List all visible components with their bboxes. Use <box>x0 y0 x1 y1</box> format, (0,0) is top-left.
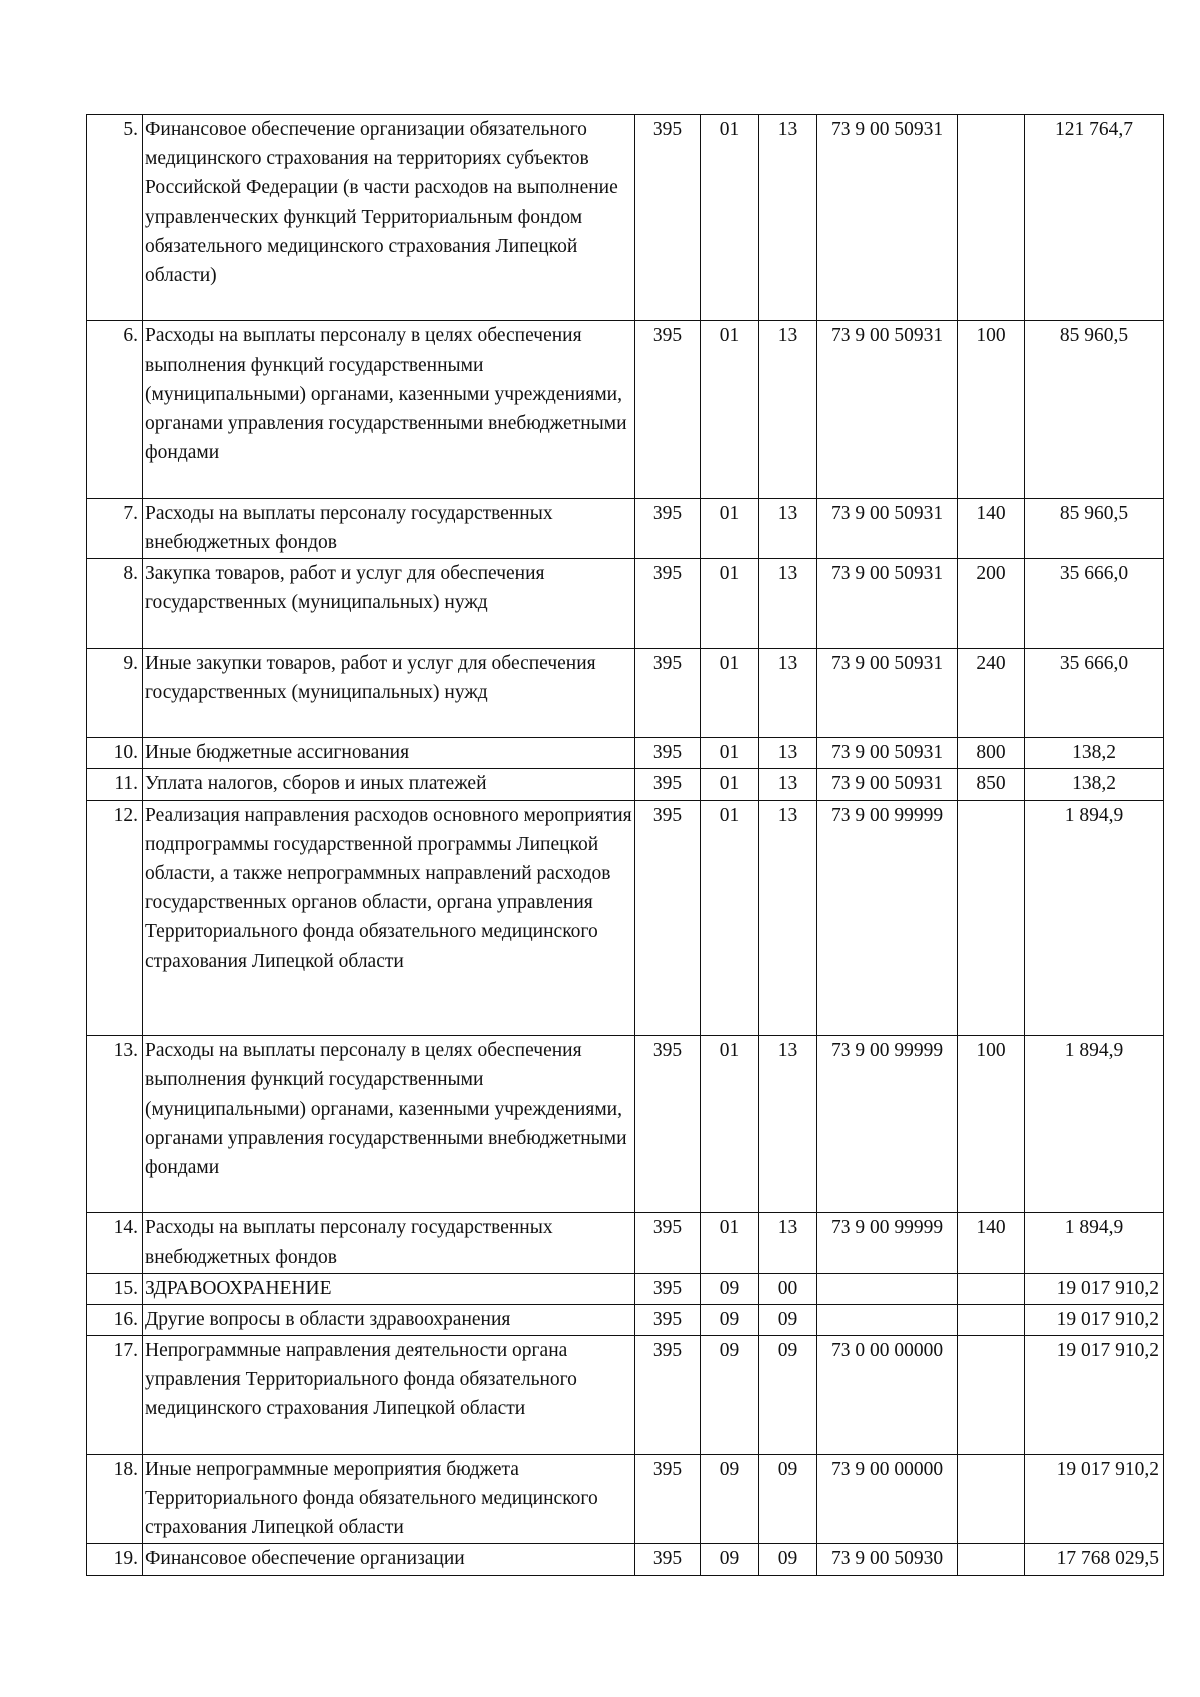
row-target-article: 73 9 00 50931 <box>817 115 958 321</box>
row-section-code: 01 <box>701 1213 759 1273</box>
row-section-code: 09 <box>701 1544 759 1575</box>
row-subsection-code: 13 <box>759 1036 817 1213</box>
row-expense-type <box>958 1454 1025 1544</box>
row-target-article: 73 9 00 50931 <box>817 738 958 769</box>
row-admin-code: 395 <box>635 1454 701 1544</box>
row-section-code: 01 <box>701 1036 759 1213</box>
row-name: Расходы на выплаты персоналу государственных внебюджетных фондов <box>143 498 635 558</box>
row-number: 17. <box>87 1336 143 1455</box>
row-admin-code: 395 <box>635 498 701 558</box>
row-amount: 19 017 910,2 <box>1025 1273 1164 1304</box>
row-section-code: 01 <box>701 115 759 321</box>
row-admin-code: 395 <box>635 115 701 321</box>
row-admin-code: 395 <box>635 800 701 1036</box>
table-row <box>87 498 1164 558</box>
row-subsection-code: 13 <box>759 738 817 769</box>
row-target-article: 73 9 00 50931 <box>817 558 958 648</box>
row-amount: 121 764,7 <box>1025 115 1164 321</box>
row-target-article <box>817 1273 958 1304</box>
row-number: 16. <box>87 1304 143 1335</box>
row-amount: 138,2 <box>1025 738 1164 769</box>
row-name: Иные закупки товаров, работ и услуг для обеспечения государственных (муниципальных) нужд <box>143 648 635 738</box>
row-target-article: 73 9 00 50930 <box>817 1544 958 1575</box>
row-section-code: 01 <box>701 321 759 498</box>
row-target-article: 73 9 00 99999 <box>817 800 958 1036</box>
table-row <box>87 1454 1164 1544</box>
row-number: 12. <box>87 800 143 1036</box>
row-expense-type <box>958 1544 1025 1575</box>
table-row <box>87 115 1164 321</box>
row-expense-type <box>958 800 1025 1036</box>
row-number: 8. <box>87 558 143 648</box>
table-row <box>87 1336 1164 1455</box>
table-row <box>87 1036 1164 1213</box>
row-name: Расходы на выплаты персоналу в целях обеспечения выполнения функций государственными (муниципальными) органами, казенными учреждениями, органами управления государственными внебюджетными фондами <box>143 1036 635 1213</box>
row-subsection-code: 13 <box>759 558 817 648</box>
row-target-article: 73 0 00 00000 <box>817 1336 958 1455</box>
row-amount: 17 768 029,5 <box>1025 1544 1164 1575</box>
row-admin-code: 395 <box>635 1036 701 1213</box>
row-amount: 19 017 910,2 <box>1025 1336 1164 1455</box>
row-section-code: 09 <box>701 1454 759 1544</box>
table-row <box>87 769 1164 800</box>
table-row <box>87 1273 1164 1304</box>
row-target-article: 73 9 00 99999 <box>817 1213 958 1273</box>
row-name: Иные непрограммные мероприятия бюджета Территориального фонда обязательного медицинского страхования Липецкой области <box>143 1454 635 1544</box>
row-expense-type: 850 <box>958 769 1025 800</box>
row-name: Закупка товаров, работ и услуг для обеспечения государственных (муниципальных) нужд <box>143 558 635 648</box>
row-expense-type <box>958 1336 1025 1455</box>
row-subsection-code: 13 <box>759 648 817 738</box>
row-name: Расходы на выплаты персоналу в целях обеспечения выполнения функций государственными (муниципальными) органами, казенными учреждениями, органами управления государственными внебюджетными фондами <box>143 321 635 498</box>
row-amount: 85 960,5 <box>1025 321 1164 498</box>
row-amount: 19 017 910,2 <box>1025 1454 1164 1544</box>
row-amount: 19 017 910,2 <box>1025 1304 1164 1335</box>
row-number: 5. <box>87 115 143 321</box>
row-subsection-code: 09 <box>759 1454 817 1544</box>
row-section-code: 01 <box>701 738 759 769</box>
row-subsection-code: 09 <box>759 1336 817 1455</box>
row-subsection-code: 09 <box>759 1544 817 1575</box>
row-section-code: 01 <box>701 800 759 1036</box>
table-row <box>87 800 1164 1036</box>
row-number: 10. <box>87 738 143 769</box>
budget-table-body <box>87 115 1164 1576</box>
table-row <box>87 1544 1164 1575</box>
row-admin-code: 395 <box>635 769 701 800</box>
row-number: 19. <box>87 1544 143 1575</box>
row-target-article <box>817 1304 958 1335</box>
row-section-code: 09 <box>701 1273 759 1304</box>
row-subsection-code: 13 <box>759 1213 817 1273</box>
row-amount: 35 666,0 <box>1025 558 1164 648</box>
row-amount: 1 894,9 <box>1025 800 1164 1036</box>
table-row <box>87 321 1164 498</box>
row-target-article: 73 9 00 50931 <box>817 498 958 558</box>
row-target-article: 73 9 00 50931 <box>817 648 958 738</box>
row-number: 15. <box>87 1273 143 1304</box>
row-number: 14. <box>87 1213 143 1273</box>
row-subsection-code: 09 <box>759 1304 817 1335</box>
row-section-code: 01 <box>701 769 759 800</box>
row-admin-code: 395 <box>635 321 701 498</box>
row-name: Другие вопросы в области здравоохранения <box>143 1304 635 1335</box>
row-number: 11. <box>87 769 143 800</box>
row-expense-type <box>958 1273 1025 1304</box>
row-name: Уплата налогов, сборов и иных платежей <box>143 769 635 800</box>
row-admin-code: 395 <box>635 1213 701 1273</box>
table-row <box>87 738 1164 769</box>
row-section-code: 09 <box>701 1304 759 1335</box>
row-name: Иные бюджетные ассигнования <box>143 738 635 769</box>
row-section-code: 01 <box>701 648 759 738</box>
row-number: 6. <box>87 321 143 498</box>
budget-table <box>86 114 1164 1576</box>
row-section-code: 09 <box>701 1336 759 1455</box>
row-admin-code: 395 <box>635 738 701 769</box>
row-name: Расходы на выплаты персоналу государственных внебюджетных фондов <box>143 1213 635 1273</box>
row-amount: 35 666,0 <box>1025 648 1164 738</box>
row-name: Финансовое обеспечение организации обязательного медицинского страхования на территориях субъектов Российской Федерации (в части расходов на выполнение управленческих функций Территориальным фондом обязательного медицинского страхования Липецкой области) <box>143 115 635 321</box>
table-row <box>87 648 1164 738</box>
row-subsection-code: 13 <box>759 498 817 558</box>
row-amount: 138,2 <box>1025 769 1164 800</box>
row-subsection-code: 13 <box>759 115 817 321</box>
row-admin-code: 395 <box>635 1336 701 1455</box>
table-row <box>87 1213 1164 1273</box>
row-admin-code: 395 <box>635 1544 701 1575</box>
row-target-article: 73 9 00 50931 <box>817 321 958 498</box>
row-number: 13. <box>87 1036 143 1213</box>
row-expense-type: 240 <box>958 648 1025 738</box>
row-target-article: 73 9 00 00000 <box>817 1454 958 1544</box>
row-admin-code: 395 <box>635 648 701 738</box>
row-section-code: 01 <box>701 558 759 648</box>
row-amount: 1 894,9 <box>1025 1213 1164 1273</box>
row-name: Финансовое обеспечение организации <box>143 1544 635 1575</box>
row-number: 9. <box>87 648 143 738</box>
row-admin-code: 395 <box>635 1304 701 1335</box>
row-subsection-code: 13 <box>759 800 817 1036</box>
row-expense-type: 200 <box>958 558 1025 648</box>
row-expense-type: 100 <box>958 1036 1025 1213</box>
row-expense-type <box>958 1304 1025 1335</box>
row-target-article: 73 9 00 99999 <box>817 1036 958 1213</box>
row-admin-code: 395 <box>635 1273 701 1304</box>
row-subsection-code: 00 <box>759 1273 817 1304</box>
row-expense-type <box>958 115 1025 321</box>
row-number: 7. <box>87 498 143 558</box>
row-amount: 85 960,5 <box>1025 498 1164 558</box>
row-expense-type: 100 <box>958 321 1025 498</box>
row-expense-type: 140 <box>958 1213 1025 1273</box>
row-subsection-code: 13 <box>759 769 817 800</box>
table-row <box>87 1304 1164 1335</box>
row-name: ЗДРАВООХРАНЕНИЕ <box>143 1273 635 1304</box>
row-amount: 1 894,9 <box>1025 1036 1164 1213</box>
row-name: Непрограммные направления деятельности органа управления Территориального фонда обязательного медицинского страхования Липецкой области <box>143 1336 635 1455</box>
row-number: 18. <box>87 1454 143 1544</box>
row-expense-type: 800 <box>958 738 1025 769</box>
row-admin-code: 395 <box>635 558 701 648</box>
table-row <box>87 558 1164 648</box>
row-name: Реализация направления расходов основного мероприятия подпрограммы государственной программы Липецкой области, а также непрограммных направлений расходов государственных органов области, органа управления Территориального фонда обязательного медицинского страхования Липецкой области <box>143 800 635 1036</box>
row-section-code: 01 <box>701 498 759 558</box>
row-expense-type: 140 <box>958 498 1025 558</box>
row-subsection-code: 13 <box>759 321 817 498</box>
row-target-article: 73 9 00 50931 <box>817 769 958 800</box>
